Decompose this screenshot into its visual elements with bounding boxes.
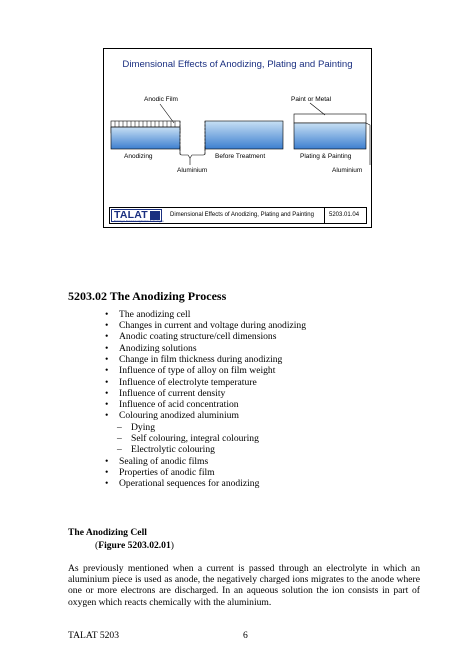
bullet-icon: • bbox=[105, 343, 109, 354]
bullet-icon: • bbox=[105, 365, 109, 376]
bullet-icon: • bbox=[105, 377, 109, 388]
list-item: • The anodizing cell bbox=[105, 309, 191, 320]
dash-icon: – bbox=[117, 422, 122, 433]
list-item: • Change in film thickness during anodizing bbox=[105, 354, 283, 365]
list-item: • Colouring anodized aluminium bbox=[105, 410, 239, 421]
figure-footer bbox=[109, 207, 367, 224]
figure-reference: (Figure 5203.02.01) bbox=[95, 540, 174, 551]
bullet-icon: • bbox=[105, 456, 109, 467]
talat-logo-text: TALAT bbox=[114, 209, 148, 221]
bullet-icon: • bbox=[105, 388, 109, 399]
figure-title: Dimensional Effects of Anodizing, Plating and Painting bbox=[122, 59, 353, 70]
figure-code: 5203.01.04 bbox=[329, 212, 360, 218]
bullet-icon: • bbox=[105, 399, 109, 410]
talat-logo-subtext: Training in Aluminium Application Technologies bbox=[114, 220, 164, 223]
plating-painting-block bbox=[294, 114, 366, 149]
label-before-treatment: Before Treatment bbox=[215, 153, 266, 160]
list-item: • Properties of anodic film bbox=[105, 467, 215, 478]
bullet-icon: • bbox=[105, 467, 109, 478]
list-item: • Anodizing solutions bbox=[105, 343, 197, 354]
bullet-icon: • bbox=[105, 478, 109, 489]
footer-divider bbox=[324, 208, 325, 223]
label-paint-or-metal: Paint or Metal bbox=[291, 96, 332, 103]
figure-diagram bbox=[104, 49, 373, 229]
sub-list-item: – Dying bbox=[117, 422, 155, 433]
list-item: • Influence of acid concentration bbox=[105, 399, 239, 410]
dash-icon: – bbox=[117, 444, 122, 455]
bullet-icon: • bbox=[105, 354, 109, 365]
body-paragraph: As previously mentioned when a current is passed through an electrolyte in which an aluminium piece is used as anode, the negatively charged ions migrates to the anode where one or more electrons are discharged. In an aqueous solution the ion consists in part of oxygen which reacts chemically with the aluminium. bbox=[68, 563, 420, 608]
label-anodizing: Anodizing bbox=[124, 153, 153, 160]
list-item: • Changes in current and voltage during anodizing bbox=[105, 320, 307, 331]
footer-doc-id: TALAT 5203 bbox=[68, 630, 120, 641]
dash-icon: – bbox=[117, 433, 122, 444]
list-item: • Influence of type of alloy on film weight bbox=[105, 365, 276, 376]
list-item: • Operational sequences for anodizing bbox=[105, 478, 260, 489]
bullet-icon: • bbox=[105, 331, 109, 342]
label-aluminium-left: Aluminium bbox=[177, 167, 208, 174]
list-item: • Influence of current density bbox=[105, 388, 226, 399]
figure-footer-caption: Dimensional Effects of Anodizing, Plating and Painting bbox=[170, 212, 314, 218]
list-item: • Anodic coating structure/cell dimensions bbox=[105, 331, 277, 342]
section-heading: 5203.02 The Anodizing Process bbox=[68, 289, 227, 303]
figure-reference-link[interactable]: Figure 5203.02.01 bbox=[98, 540, 171, 551]
list-item: • Influence of electrolyte temperature bbox=[105, 377, 257, 388]
list-item: • Sealing of anodic films bbox=[105, 456, 209, 467]
bullet-icon: • bbox=[105, 309, 109, 320]
anodizing-block bbox=[111, 121, 180, 149]
subsection-heading: The Anodizing Cell bbox=[68, 527, 147, 538]
bullet-icon: • bbox=[105, 320, 109, 331]
sub-list-item: – Electrolytic colouring bbox=[117, 444, 215, 455]
label-plating-painting: Plating & Painting bbox=[300, 153, 352, 160]
label-aluminium-right: Aluminium bbox=[332, 167, 363, 174]
figure-dimensional-effects bbox=[103, 48, 372, 228]
before-treatment-block bbox=[205, 121, 283, 149]
bullet-icon: • bbox=[105, 410, 109, 421]
page-number: 6 bbox=[243, 630, 248, 641]
label-anodic-film: Anodic Film bbox=[144, 96, 178, 103]
sub-list-item: – Self colouring, integral colouring bbox=[117, 433, 259, 444]
talat-mark-icon bbox=[150, 211, 160, 220]
talat-logo bbox=[111, 209, 162, 222]
